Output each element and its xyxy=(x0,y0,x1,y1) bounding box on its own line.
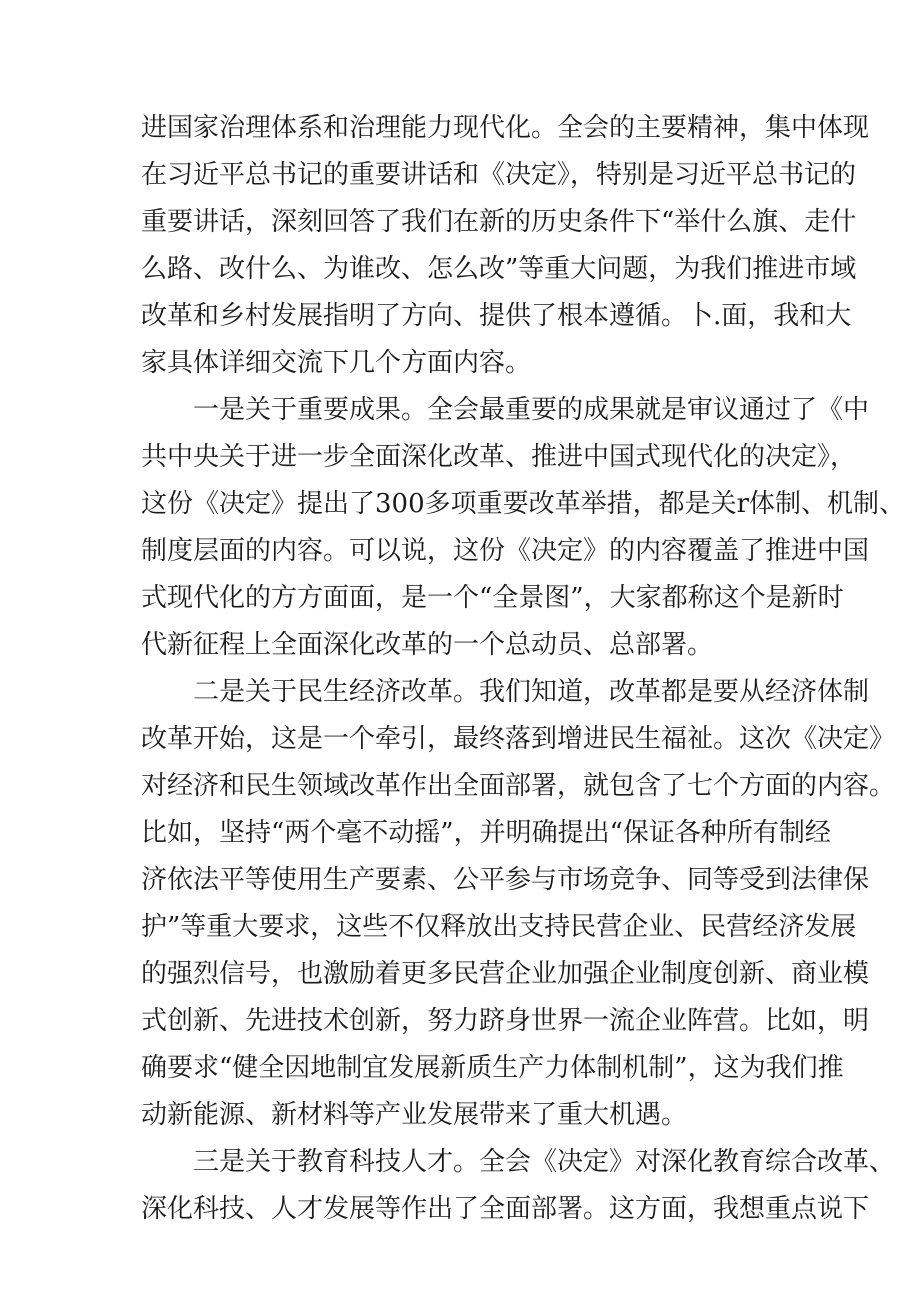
paragraph-first-line: 三是关于教育科技人才。全会《决定》对深化教育综合改革、 xyxy=(193,1147,896,1177)
text-line: 共中央关于进一步全面深化改革、推进中国式现代化的决定》， xyxy=(141,442,857,472)
text-line: 动新能源、新材料等产业发展带来了重大机遇。 xyxy=(141,1100,688,1130)
text-line: 的强烈信号，也激励着更多民营企业加强企业制度创新、商业模 xyxy=(141,959,870,989)
text-line: 确要求“健全因地制宜发展新质生产力体制机制”，这为我们推 xyxy=(141,1053,844,1083)
text-line: 这份《决定》提出了300多项重要改革举措，都是关r体制、机制、 xyxy=(141,489,906,519)
text-line: 改革开始，这是一个牵引，最终落到增进民生福祉。这次《决定》 xyxy=(141,724,896,754)
text-line: 护”等重大要求，这些不仅释放出支持民营企业、民营经济发展 xyxy=(141,912,857,942)
text-line: 济依法平等使用生产要素、公平参与市场竞争、同等受到法律保 xyxy=(141,865,870,895)
paragraph-first-line: 一是关于重要成果。全会最重要的成果就是审议通过了《中 xyxy=(193,395,870,425)
text-line: 代新征程上全面深化改革的一个总动员、总部署。 xyxy=(141,630,714,660)
text-line: 么路、改什么、为谁改、怎么改”等重大问题，为我们推进市域 xyxy=(141,254,857,284)
text-line: 式创新、先进技术创新，努力跻身世界一流企业阵营。比如，明 xyxy=(141,1006,870,1036)
text-line: 重要讲话，深刻回答了我们在新的历史条件下“举什么旗、走什 xyxy=(141,207,857,237)
text-line: 进国家治理体系和治理能力现代化。全会的主要精神，集中体现 xyxy=(141,113,870,143)
text-line: 家具体详细交流下几个方面内容。 xyxy=(141,348,532,378)
paragraph-first-line: 二是关于民生经济改革。我们知道，改革都是要从经济体制 xyxy=(193,677,870,707)
text-line: 深化科技、人才发展等作出了全面部署。这方面，我想重点说下 xyxy=(141,1194,870,1224)
text-line: 比如，坚持“两个毫不动摇”，并明确提出“保证各种所有制经 xyxy=(141,818,831,848)
text-line: 改革和乡村发展指明了方向、提供了根本遵循。卜.面，我和大 xyxy=(141,301,852,331)
text-line: 在习近平总书记的重要讲话和《决定》，特别是习近平总书记的 xyxy=(141,160,857,190)
text-line: 对经济和民生领域改革作出全面部署，就包含了七个方面的内容。 xyxy=(141,771,896,801)
text-line: 式现代化的方方面面，是一个“全景图”，大家都称这个是新时 xyxy=(141,583,844,613)
text-line: 制度层面的内容。可以说，这份《决定》的内容覆盖了推进中国 xyxy=(141,536,870,566)
